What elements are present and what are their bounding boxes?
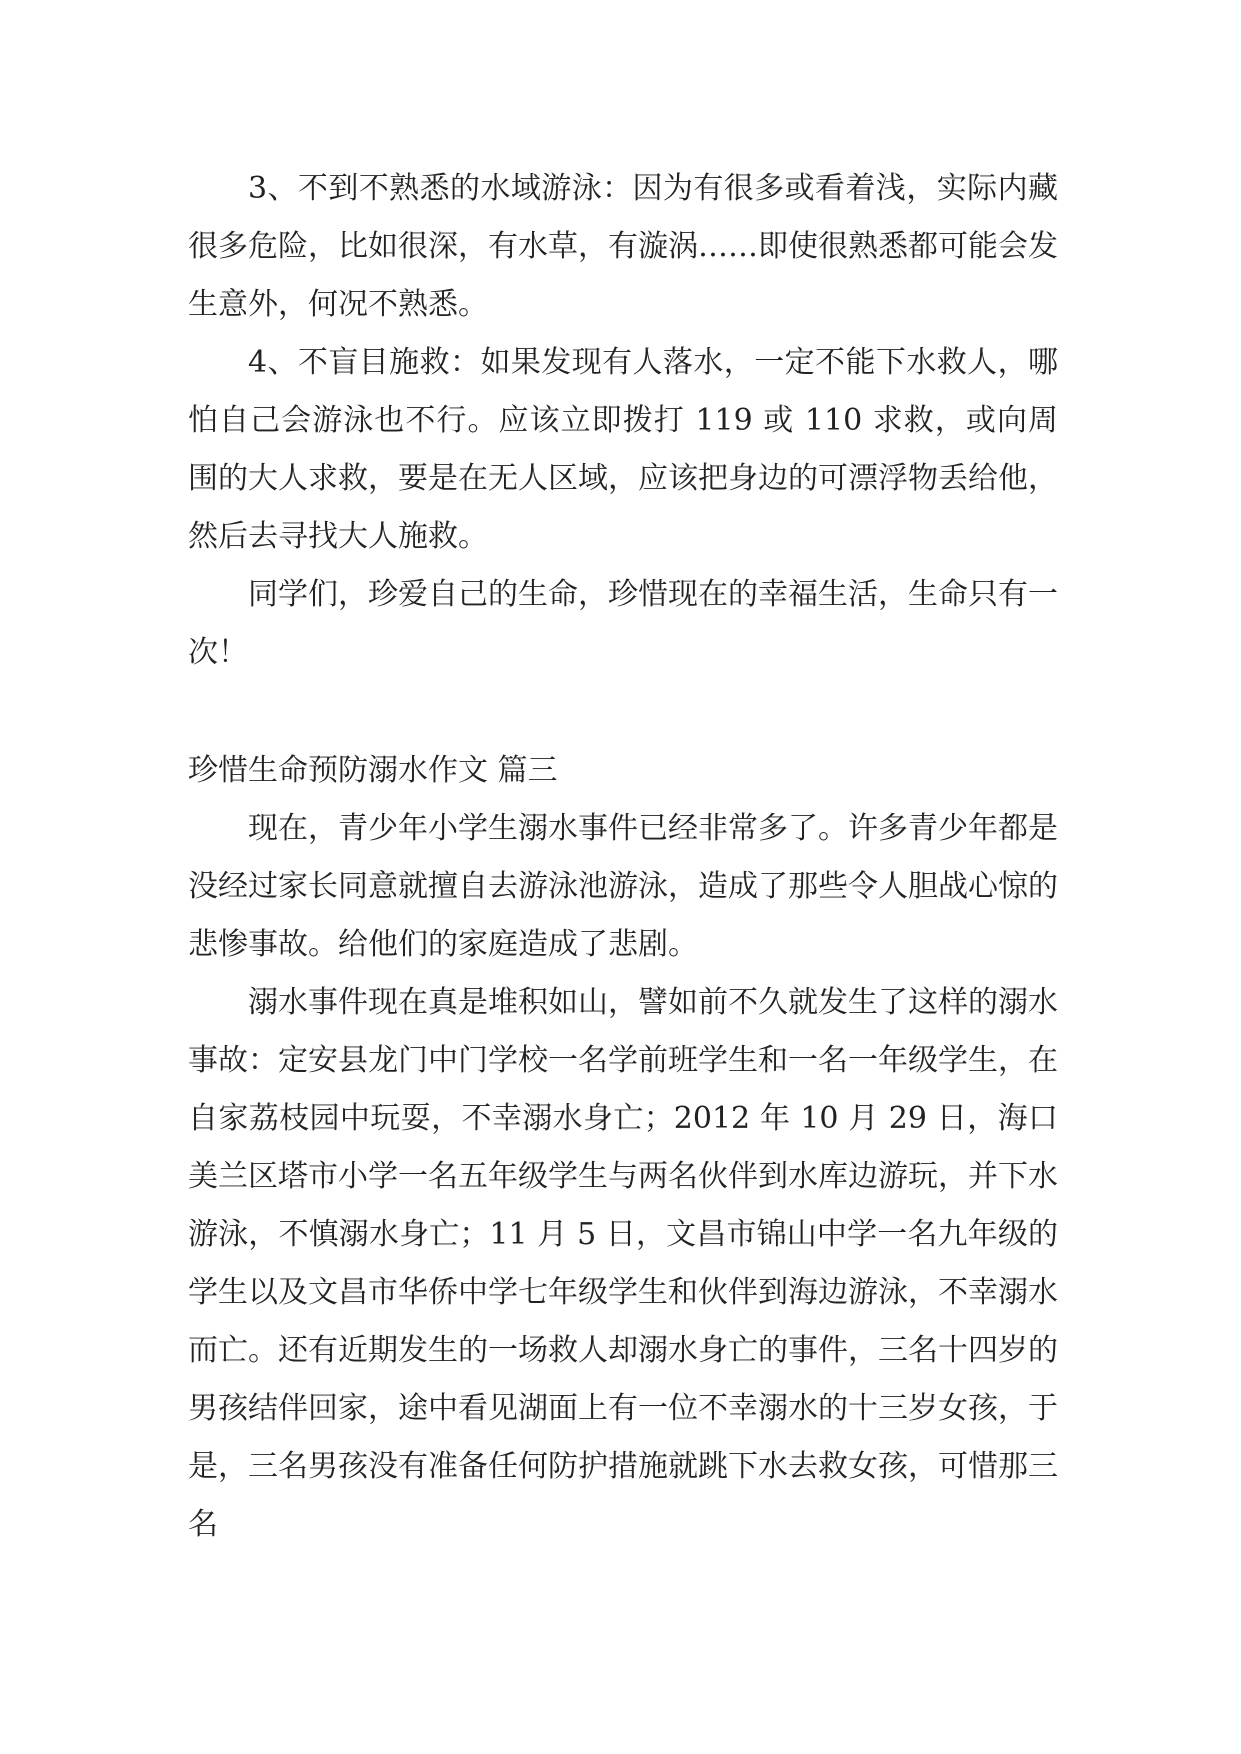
paragraph-item-4: 4、不盲目施救：如果发现有人落水，一定不能下水救人，哪怕自己会游泳也不行。应该立即拨打 119 或 110 求救，或向周围的大人求救，要是在无人区域，应该把身边的可漂浮物丢给他，然后去寻找大人施救。: [188, 345, 1058, 554]
paragraph-closing: 同学们，珍爱自己的生命，珍惜现在的幸福生活，生命只有一次！: [188, 577, 1058, 670]
paragraph-intro: 现在，青少年小学生溺水事件已经非常多了。许多青少年都是没经过家长同意就擅自去游泳池游泳，造成了那些令人胆战心惊的悲惨事故。给他们的家庭造成了悲剧。: [188, 811, 1058, 962]
section-heading: 珍惜生命预防溺水作文 篇三: [188, 753, 558, 788]
paragraph-incidents: 溺水事件现在真是堆积如山，譬如前不久就发生了这样的溺水事故：定安县龙门中门学校一名学前班学生和一名一年级学生，在自家荔枝园中玩耍，不幸溺水身亡；2012 年 10 月 29 日，海口美兰区塔市小学一名五年级学生与两名伙伴到水库边游玩，并下水游泳，不慎溺水身亡；11 月 5 日，文昌市锦山中学一名九年级的学生以及文昌市华侨中学七年级学生和伙伴到海边游泳，不幸溺水而亡。还有近期发生的一场救人却溺水身亡的事件，三名十四岁的男孩结伴回家，途中看见湖面上有一位不幸溺水的十三岁女孩，于是，三名男孩没有准备任何防护措施就跳下水去救女孩，可惜那三名: [188, 985, 1058, 1542]
document-page: [188, 160, 1058, 1554]
paragraph-item-3: 3、不到不熟悉的水域游泳：因为有很多或看着浅，实际内藏很多危险，比如很深，有水草，有漩涡……即使很熟悉都可能会发生意外，何况不熟悉。: [188, 171, 1058, 322]
